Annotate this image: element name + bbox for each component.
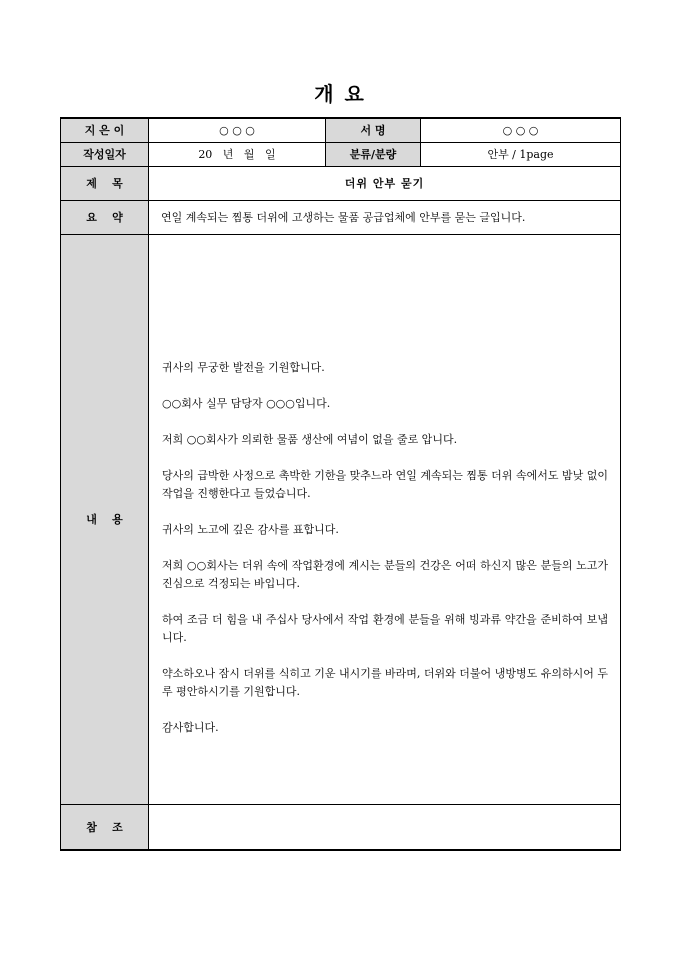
content-paragraph: 저희 ○○회사는 더위 속에 작업환경에 계시는 분들의 건강은 어떠 하신지 많은 분들의 노고가 진심으로 걱정되는 바입니다. <box>162 558 608 590</box>
content-paragraph: 하여 조금 더 힘을 내 주십사 당사에서 작업 환경에 분들을 위해 빙과류 약간을 준비하여 보냅니다. <box>162 612 608 644</box>
date-label: 작성일자 <box>61 142 149 166</box>
content-paragraph: 당사의 급박한 사정으로 촉박한 기한을 맞추느라 연일 계속되는 찜통 더위 속에서도 밤낮 없이 작업을 진행한다고 들었습니다. <box>162 468 608 500</box>
author-row <box>61 118 621 142</box>
summary-row <box>61 200 621 234</box>
reference-label: 참 조 <box>61 804 149 850</box>
date-row <box>61 142 621 166</box>
content-body <box>149 234 621 804</box>
signature-label: 서 명 <box>326 118 421 142</box>
category-value: 안부 / 1page <box>421 142 621 166</box>
author-value: ○ ○ ○ <box>149 118 326 142</box>
reference-row <box>61 804 621 850</box>
subject-row <box>61 166 621 200</box>
subject-value: 더위 안부 묻기 <box>149 166 621 200</box>
content-label: 내 용 <box>61 234 149 804</box>
category-label: 분류/분량 <box>326 142 421 166</box>
date-value: 20 년 월 일 <box>149 142 326 166</box>
document-title: 개 요 <box>314 82 366 106</box>
subject-label: 제 목 <box>61 166 149 200</box>
content-paragraph: ○○회사 실무 담당자 ○○○입니다. <box>162 396 331 410</box>
signature-value: ○ ○ ○ <box>421 118 621 142</box>
content-row <box>61 234 621 804</box>
content-paragraph: 약소하오나 잠시 더위를 식히고 기운 내시기를 바라며, 더위와 더불어 냉방병도 유의하시어 두루 평안하시기를 기원합니다. <box>162 666 608 698</box>
content-paragraph: 귀사의 노고에 깊은 감사를 표합니다. <box>162 522 339 536</box>
summary-label: 요 약 <box>61 200 149 234</box>
content-paragraph: 귀사의 무궁한 발전을 기원합니다. <box>162 360 325 374</box>
author-label: 지 은 이 <box>61 118 149 142</box>
reference-value <box>149 804 621 850</box>
content-paragraph: 저희 ○○회사가 의뢰한 물품 생산에 여념이 없을 줄로 압니다. <box>162 432 458 446</box>
content-paragraph: 감사합니다. <box>162 720 219 734</box>
summary-value: 연일 계속되는 찜통 더위에 고생하는 물품 공급업체에 안부를 묻는 글입니다. <box>149 200 621 234</box>
summary-table <box>60 117 621 851</box>
